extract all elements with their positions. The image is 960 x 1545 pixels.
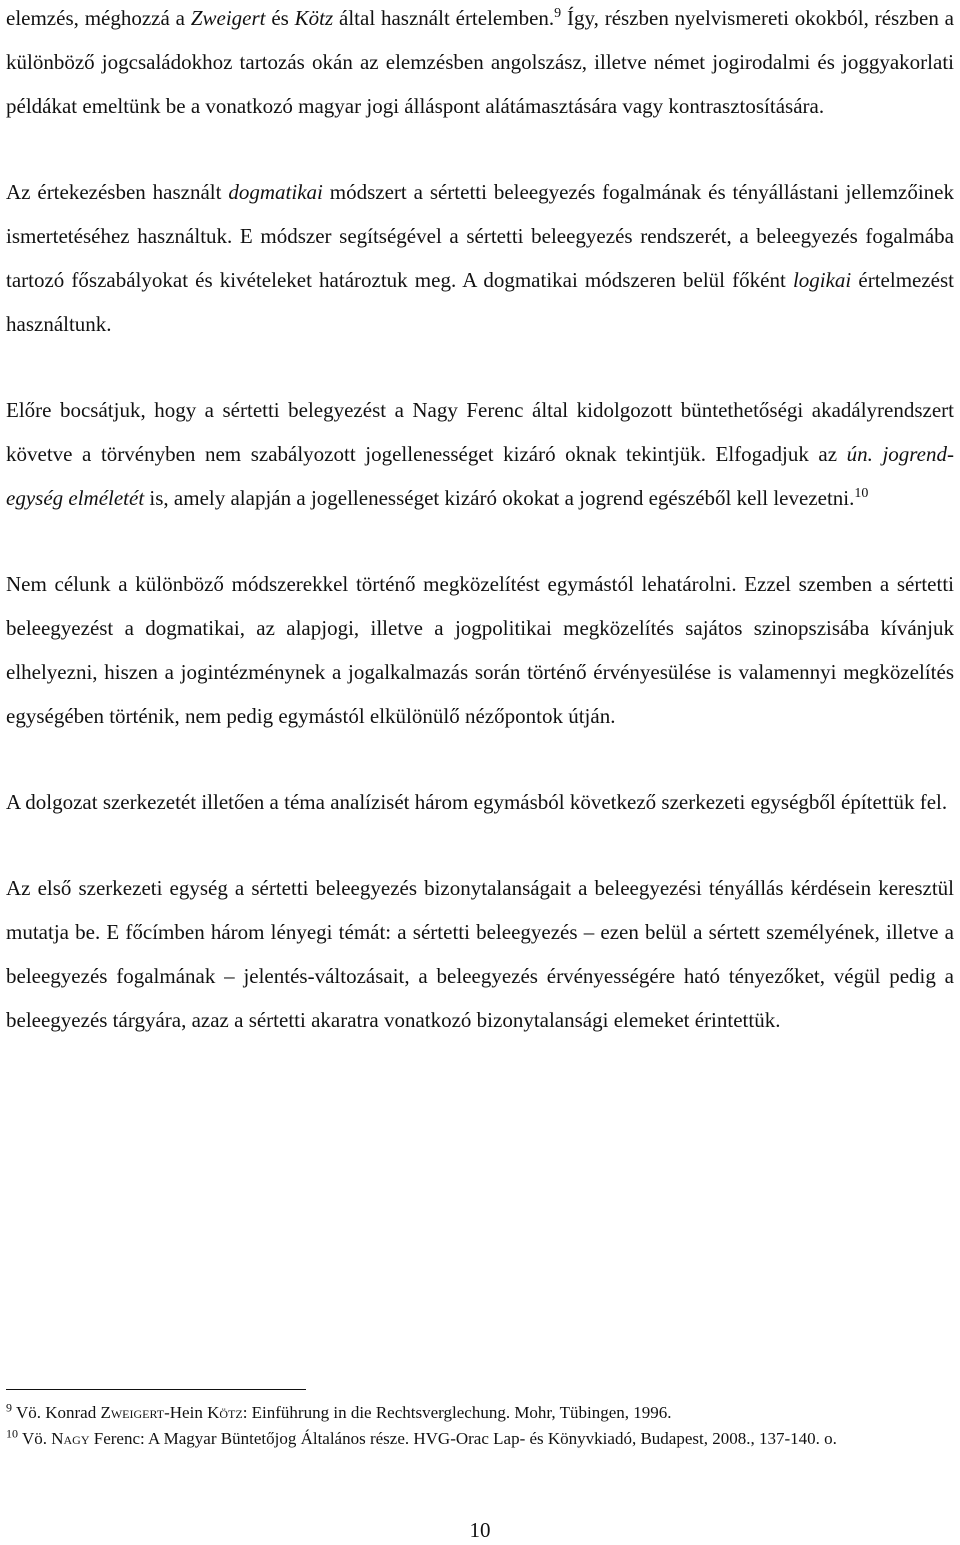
footnote-separator xyxy=(6,1389,306,1390)
page-number: 10 xyxy=(469,1518,491,1542)
text-run: és xyxy=(265,6,295,30)
paragraph-method-comparative xyxy=(6,0,954,128)
footnotes xyxy=(6,1400,954,1452)
italic-term-logikai: logikai xyxy=(792,268,852,292)
italic-author-zweigert: Zweigert xyxy=(190,6,266,30)
smallcaps-author: Zweigert xyxy=(100,1403,165,1422)
paragraph-preliminary-note xyxy=(6,388,954,520)
italic-term-jogrend-egyseg: ún. jogrend-egység elméletét xyxy=(6,442,954,510)
text-run: által használt értelemben. xyxy=(333,6,555,30)
text-run: Vö. xyxy=(18,1429,52,1448)
text-run: : Einführung in die Rechtsverglechung. Mohr, Tübingen, 1996. xyxy=(242,1403,672,1422)
text-run: Előre bocsátjuk, hogy a sértetti belegyezést a Nagy Ferenc által kidolgozott büntethetőségi akadályrendszert követve a törvényben nem szabályozott jogellenességet kizáró oknak tekintjük. Elfogadjuk az xyxy=(6,398,954,466)
footnote-ref-9[interactable]: 9 xyxy=(554,6,562,21)
footnote-number: 9 xyxy=(6,1400,12,1415)
paragraph-first-unit: Az első szerkezeti egység a sértetti beleegyezés bizonytalanságait a beleegyezési tényállás kérdésein keresztül mutatja be. E főcímben három lényegi témát: a sértetti beleegyezés – ezen belül a sértett személyének, illetve a beleegyezés fogalmának – jelentés-változásait, a beleegyezés érvényességére ható tényezőket, végül pedig a beleegyezés tárgyára, azaz a sértetti akaratra vonatkozó bizonytalansági elemeket érintettük. xyxy=(6,876,954,1032)
footnote-10 xyxy=(6,1426,954,1452)
text-run: Ferenc: A Magyar Büntetőjog Általános része. HVG-Orac Lap- és Könyvkiadó, Budapest, 2008., 137-140. o. xyxy=(89,1429,837,1448)
italic-author-kotz: Kötz xyxy=(294,6,334,30)
paragraph-method-dogmatic xyxy=(6,170,954,346)
text-run: Így, részben nyelvismereti okokból, részben a különböző jogcsaládokhoz tartozás okán az elemzésben angolszász, illetve német jogirodalmi és joggyakorlati példákat emeltünk be a vonatkozó magyar jogi álláspont alátámasztására vagy kontrasztosítására. xyxy=(6,6,954,118)
text-run: is, amely alapján a jogellenességet kizáró okokat a jogrend egészéből kell levezetni. xyxy=(144,486,855,510)
text-run: -Hein xyxy=(164,1403,208,1422)
footnote-ref-10[interactable]: 10 xyxy=(854,486,869,501)
smallcaps-author: Nagy xyxy=(51,1429,90,1448)
text-run: Vö. Konrad xyxy=(12,1403,101,1422)
text-run: értelmezést használtunk. xyxy=(6,268,955,336)
text-run: Az értekezésben használt xyxy=(6,180,229,204)
text-run: módszert a sértetti beleegyezés fogalmának és tényállástani jellemzőinek ismertetéséhez használtuk. E módszer segítségével a sértetti beleegyezés rendszerét, a beleegyezés fogalmába tartozó főszabályokat és kivételeket határoztuk meg. A dogmatikai módszeren belül főként xyxy=(6,180,955,292)
italic-term-dogmatikai: dogmatikai xyxy=(228,180,323,204)
smallcaps-author: Kötz xyxy=(207,1403,243,1422)
paragraph-structure: A dolgozat szerkezetét illetően a téma analízisét három egymásból következő szerkezeti egységből építettük fel. xyxy=(6,790,948,814)
text-run: elemzés, méghozzá a xyxy=(6,6,191,30)
footnote-number: 10 xyxy=(6,1426,18,1441)
document-body xyxy=(6,0,954,1042)
footnote-9 xyxy=(6,1400,954,1426)
paragraph-approaches: Nem célunk a különböző módszerekkel történő megközelítést egymástól lehatárolni. Ezzel szemben a sértetti beleegyezést a dogmatikai, az alapjogi, illetve a jogpolitikai megközelítés sajátos szinopszisába kívánjuk elhelyezni, hiszen a jogintézménynek a jogalkalmazás során történő érvényesülése is valamennyi megközelítés egységében történik, nem pedig egymástól elkülönülő nézőpontok útján. xyxy=(6,572,954,728)
